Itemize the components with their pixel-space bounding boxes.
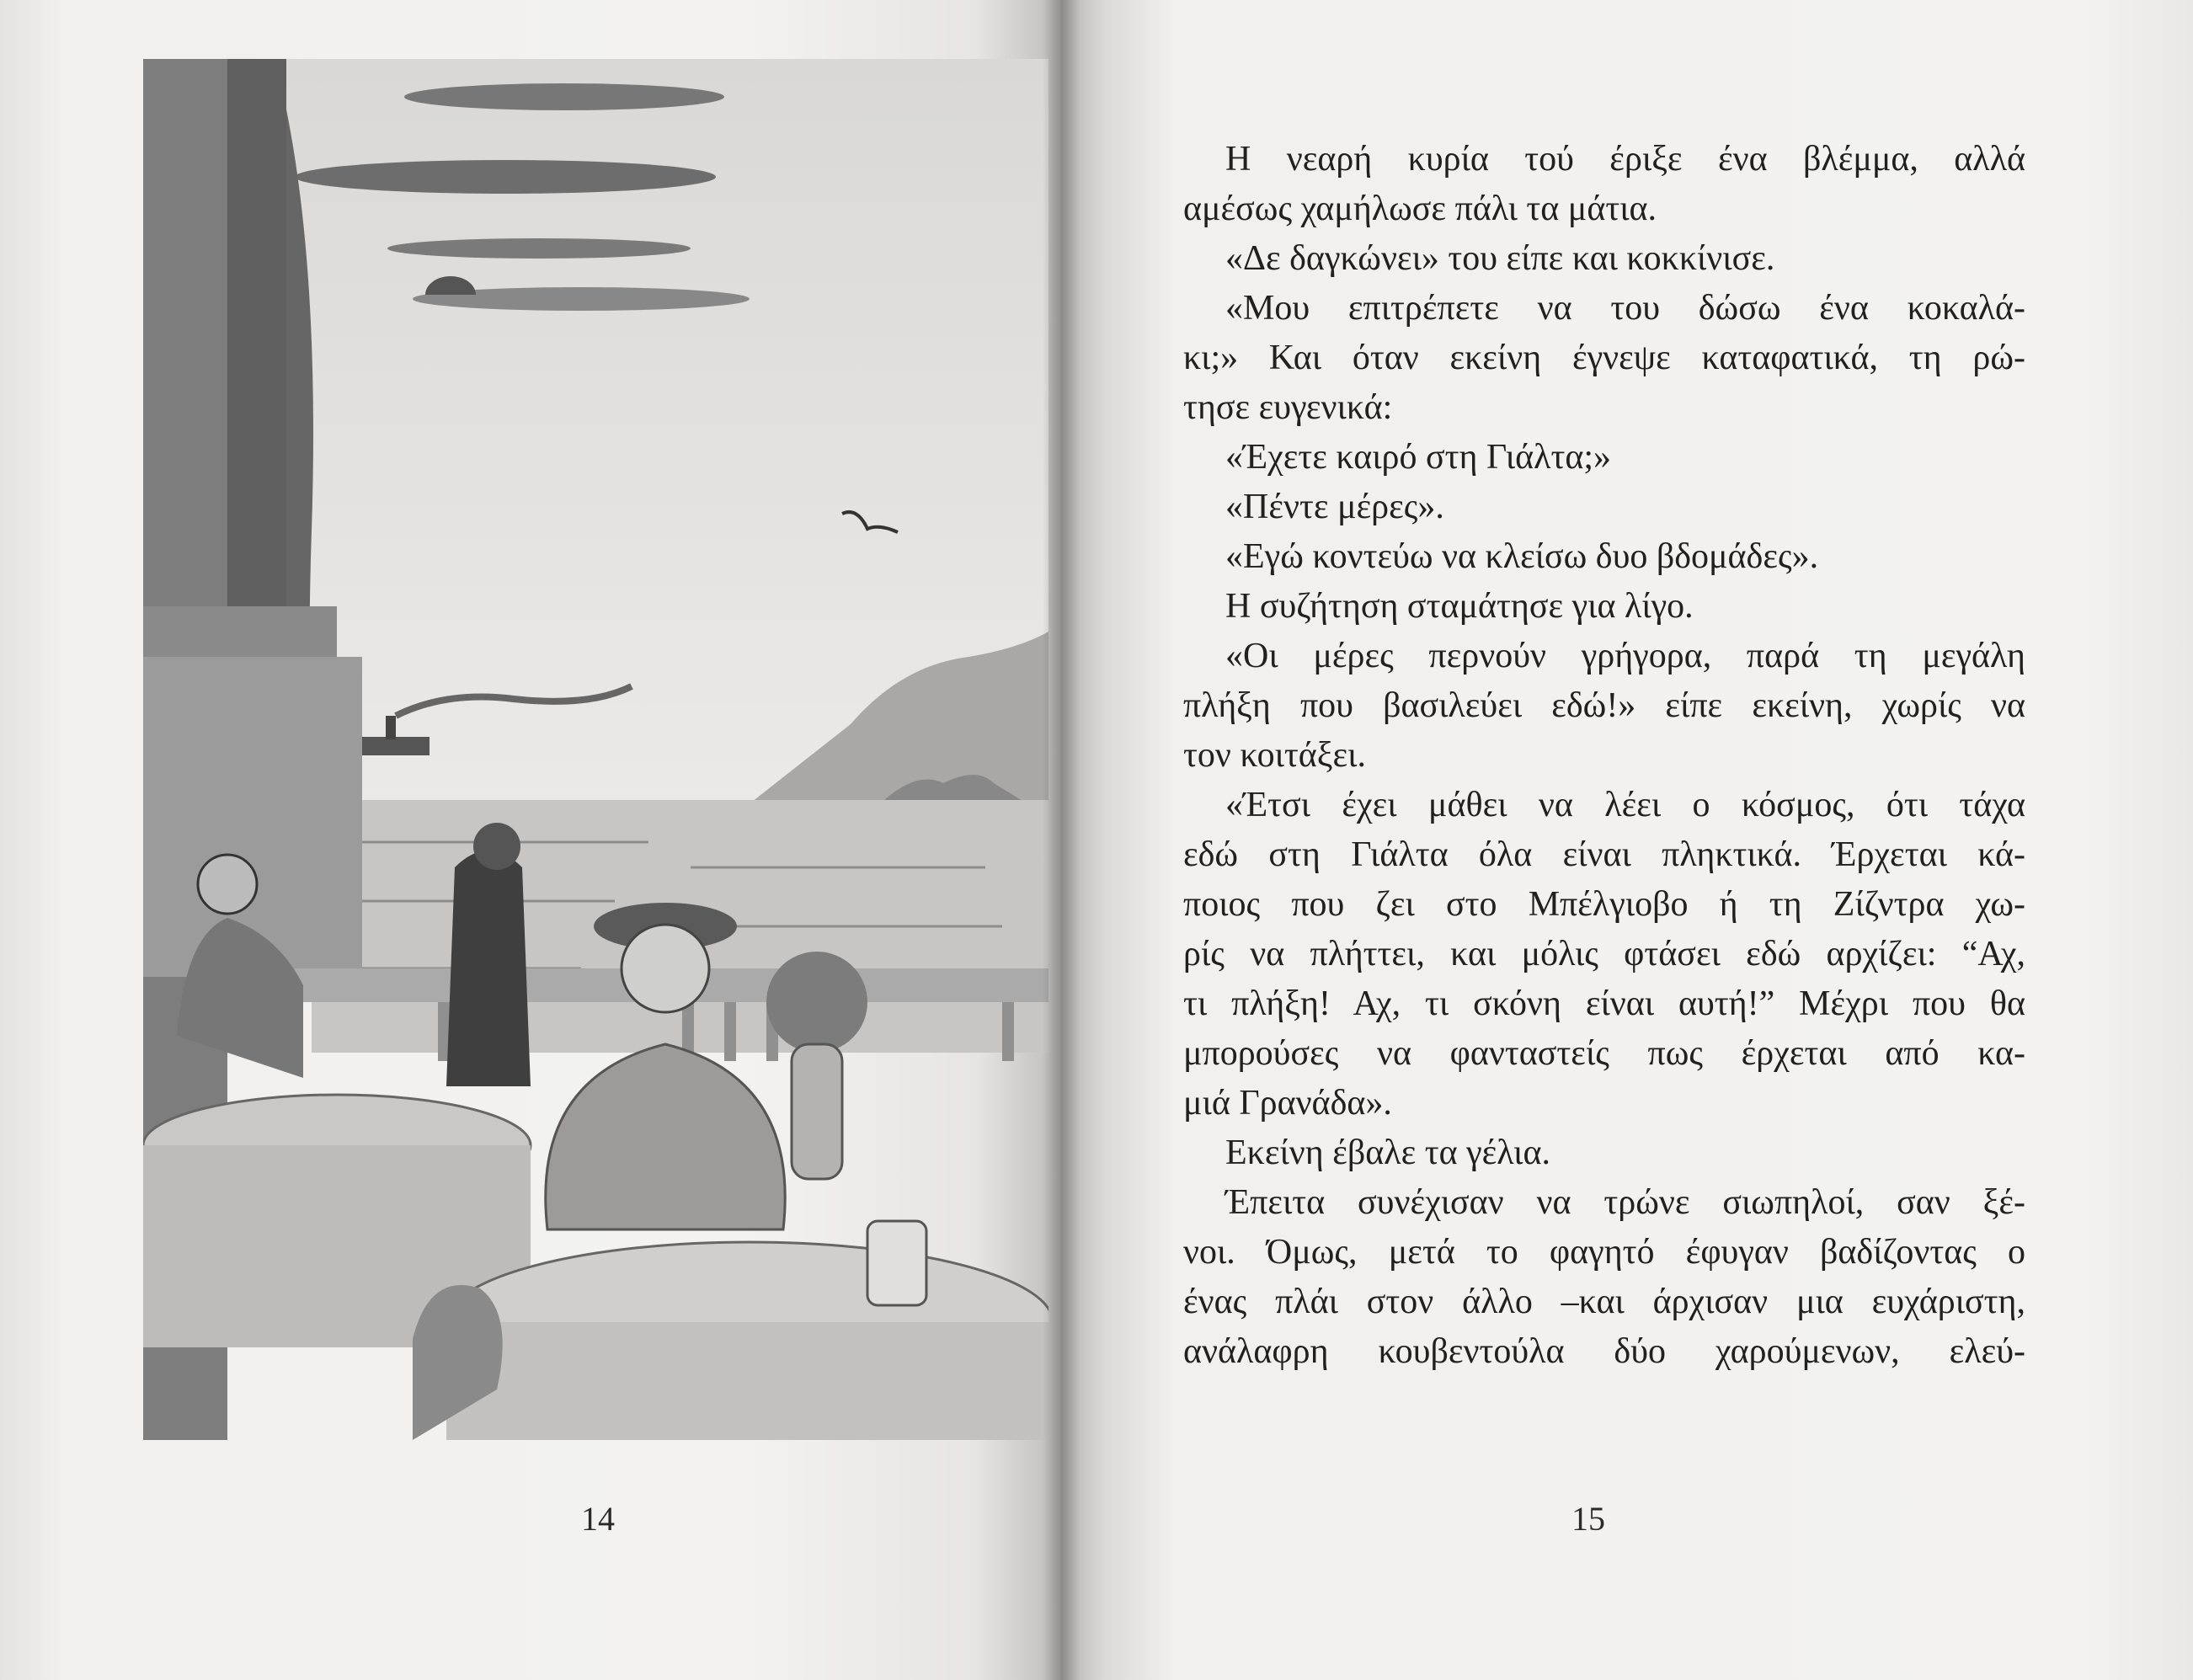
text-line: «Δε δαγκώνει» του είπε και κοκκίνισε. [1225,239,1775,278]
text-line: «Εγώ κοντεύω να κλείσω δυο βδομάδες». [1225,537,1819,576]
text-line: Η συζήτηση σταμάτησε για λίγο. [1225,587,1694,626]
left-page-number: 14 [581,1500,615,1538]
cafe-terrace-illustration-icon [143,59,1048,1440]
text-line: «Πέντε μέρες». [1225,488,1444,526]
text-line: Η νεαρή κυρία τού έριξε ένα βλέμμα, αλλά [1225,140,2025,179]
left-page [0,0,1061,1680]
text-line: μιά Γρανάδα». [1183,1084,1392,1123]
text-line: πλήξη που βασιλεύει εδώ!» είπε εκείνη, χωρίς να [1183,686,2025,725]
text-line: κι;» Και όταν εκείνη έγνεψε καταφατικά, τη ρώ- [1183,339,2025,377]
text-line: «Οι μέρες περνούν γρήγορα, παρά τη μεγάλη [1225,637,2025,675]
story-text [1183,135,2025,1377]
text-line: αμέσως χαμήλωσε πάλι τα μάτια. [1183,189,1657,228]
book-gutter [1043,0,1080,1680]
text-line: «Έτσι έχει μάθει να λέει ο κόσμος, ότι τάχα [1225,786,2025,824]
text-line: εδώ στη Γιάλτα όλα είναι πληκτικά. Έρχεται κά- [1183,835,2025,874]
text-line: μπορούσες να φανταστείς πως έρχεται από κα- [1183,1034,2025,1073]
text-line: νοι. Όμως, μετά το φαγητό έφυγαν βαδίζοντας ο [1183,1233,2025,1272]
text-line: τησε ευγενικά: [1183,388,1393,427]
text-line: ποιος που ζει στο Μπέλγιοβο ή τη Ζίζντρα χω- [1183,885,2025,924]
text-line: ανάλαφρη κουβεντούλα δύο χαρούμενων, ελεύ- [1183,1332,2025,1371]
text-line: ένας πλάι στον άλλο –και άρχισαν μια ευχάριστη, [1183,1283,2025,1321]
right-page-number: 15 [1571,1500,1605,1538]
text-line: Έπειτα συνέχισαν να τρώνε σιωπηλοί, σαν ξέ- [1225,1183,2025,1222]
text-line: ρίς να πλήττει, και μόλις φτάσει εδώ αρχίζει: “Αχ, [1183,935,2025,973]
text-line: τον κοιτάξει. [1183,736,1366,775]
text-line: Εκείνη έβαλε τα γέλια. [1225,1133,1550,1172]
text-line: «Μου επιτρέπετε να του δώσω ένα κοκαλά- [1225,289,2025,328]
text-line: «Έχετε καιρό στη Γιάλτα;» [1225,438,1612,477]
text-line: τι πλήξη! Αχ, τι σκόνη είναι αυτή!” Μέχρι που θα [1183,984,2025,1023]
